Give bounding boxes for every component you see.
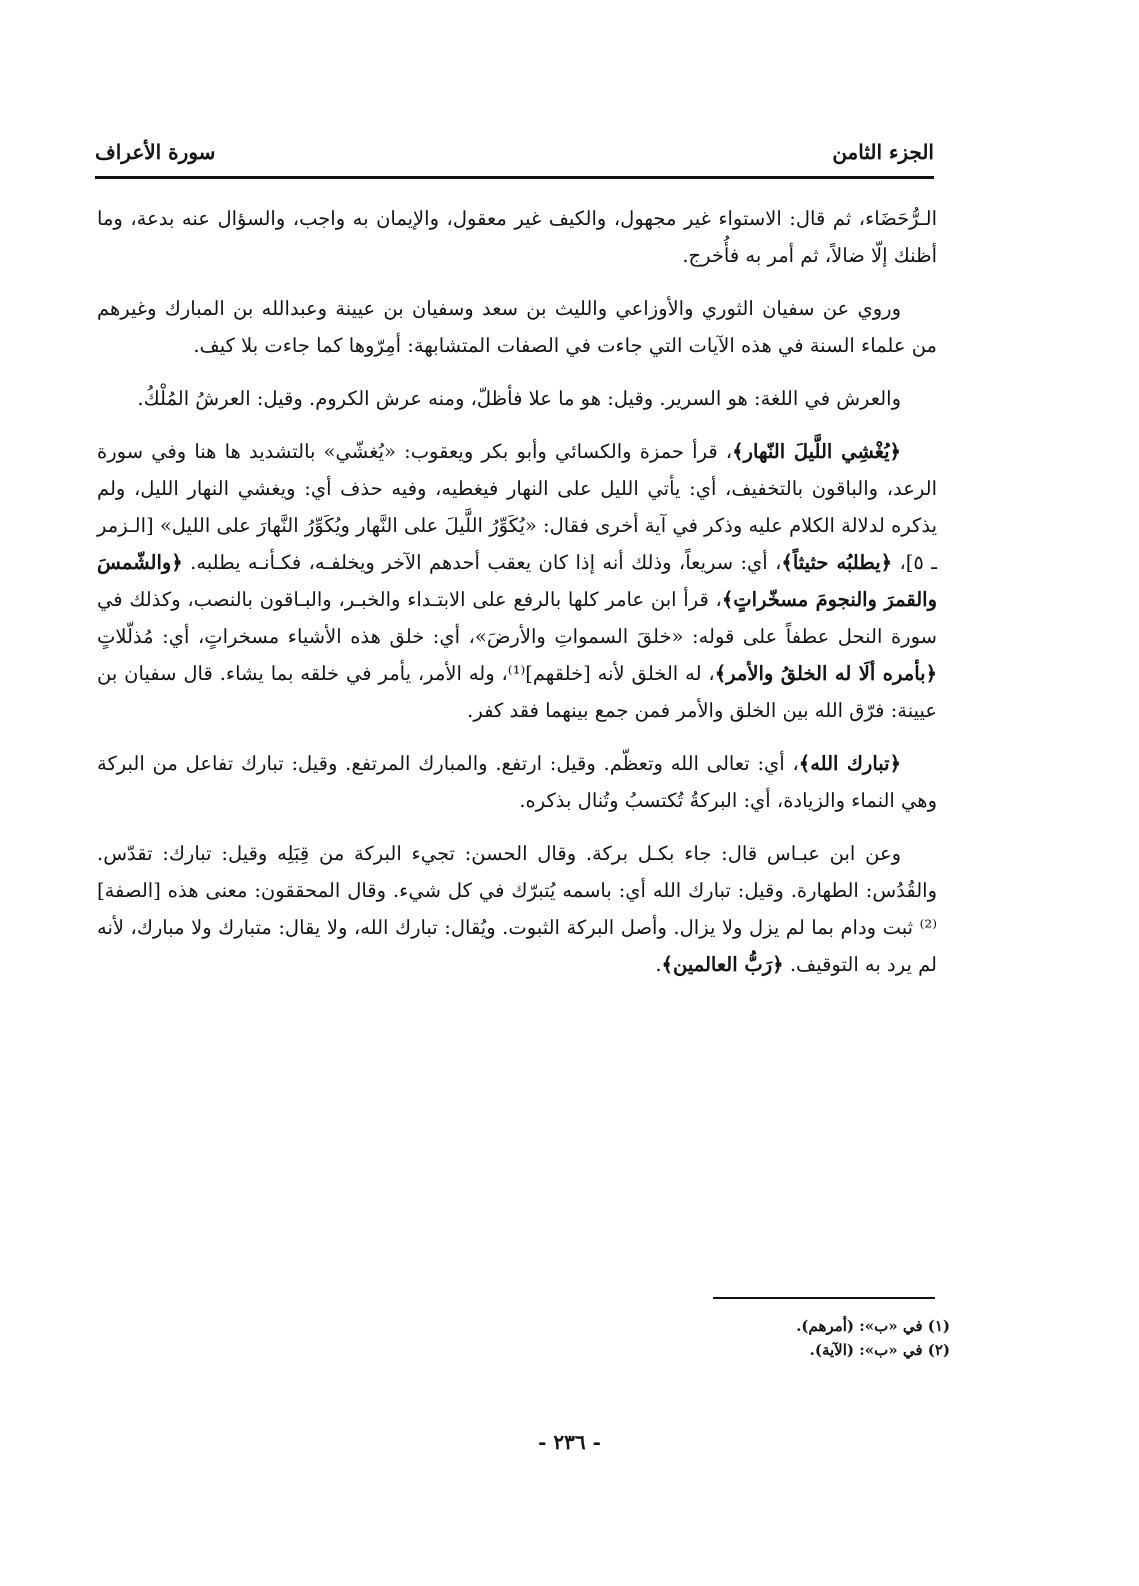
paragraph bbox=[97, 745, 937, 819]
quran-quote: ﴿تبارك الله﴾ bbox=[798, 752, 901, 775]
paragraph bbox=[97, 433, 937, 729]
surah-title: سورة الأعراف bbox=[95, 140, 216, 164]
paragraph-text: الـرُّحَضَاء، ثم قال: الاستواء غير مجهول، والكيف غير معقول، والإيمان به واجب، والسؤال عنه بدعة، وما أظنك إلّا ضالاً، ثم أمر به فأُخرج. bbox=[97, 207, 937, 267]
paragraph-text: . bbox=[655, 953, 662, 976]
paragraph bbox=[97, 380, 937, 417]
main-text bbox=[97, 200, 937, 999]
paragraph-text: ، أي: تعالى الله وتعظّم. وقيل: ارتفع. والمبارك المرتفع. وقيل: تبارك تفاعل من البركة وهي النماء والزيادة، أي: البركةُ تُكتسبُ وتُنال بذكره. bbox=[97, 752, 937, 812]
paragraph bbox=[97, 835, 937, 983]
footnote-2: (٢) في «ب»: (الآية). bbox=[809, 1341, 950, 1359]
header-divider bbox=[95, 176, 934, 179]
paragraph-text: وروي عن سفيان الثوري والأوزاعي والليث بن سعد وسفيان بن عيينة وعبدالله بن المبارك وغيرهم من علماء السنة في هذه الآيات التي جاءت في الصفات المتشابهة: أمِرّوها كما جاءت بلا كيف. bbox=[97, 297, 937, 357]
paragraph-text: ، له الخلق لأنه [خلقهم]⁽¹⁾، وله الأمر، يأمر في خلقه بما يشاء. قال سفيان بن عيينة: فرّق الله بين الخلق والأمر فمن جمع بينهما فقد كفر. bbox=[97, 662, 937, 722]
paragraph bbox=[97, 290, 937, 364]
footnotes bbox=[480, 1314, 950, 1362]
quran-quote: ﴿يُغْشِي اللَّيلَ النّهار﴾ bbox=[732, 440, 901, 463]
running-header bbox=[95, 132, 934, 172]
quran-quote: ﴿بأمره ألَا له الخلقُ والأمر﴾ bbox=[714, 662, 937, 685]
paragraph-text: والعرش في اللغة: هو السرير. وقيل: هو ما علا فأظلّ، ومنه عرش الكروم. وقيل: العرشُ المُلْكُ. bbox=[137, 387, 901, 410]
paragraph-text: وعن ابن عبـاس قال: جاء بكـل بركة. وقال الحسن: تجيء البركة من قِبَلِه وقيل: تبارك: تقدّس. والقُدُس: الطهارة. وقيل: تبارك الله أي: باسمه يُتبرّك في كل شيء. وقال المحققون: معنى هذه [الصفة]⁽²⁾ ثبت ودام بما لم يزل ولا يزال. وأصل البركة الثبوت. ويُقال: تبارك الله، ولا يقال: متبارك ولا مبارك، لأنه لم يرد به التوقيف. bbox=[97, 842, 937, 976]
quran-quote: ﴿يطلبُه حثيثاً﴾ bbox=[781, 551, 893, 574]
footnote-divider bbox=[713, 1297, 935, 1299]
paragraph-text: ، أي: سريعاً، وذلك أنه إذا كان يعقب أحدهم الآخر ويخلفـه، فكـأنـه يطلبه. bbox=[182, 551, 782, 574]
page-number: - ٢٣٦ - bbox=[538, 1430, 601, 1454]
paragraph-text: ، قرأ ابن عامر كلها بالرفع على الابتـداء والخبـر، والبـاقون بالنصب، وكذلك في سورة النحل عطفاً على قوله: «خلقَ السمواتِ والأرضَ»، أي: خلق هذه الأشياء مسخراتٍ، أي: مُذلّلاتٍ bbox=[97, 588, 937, 648]
part-title: الجزء الثامن bbox=[832, 140, 934, 164]
footnote-1: (١) في «ب»: (أمرهم). bbox=[796, 1317, 950, 1335]
paragraph bbox=[97, 200, 937, 274]
quran-quote: ﴿والشّمسَ والقمرَ والنجومَ مسخّراتٍ﴾ bbox=[97, 551, 937, 611]
paragraph-text: ، قرأ حمزة والكسائي وأبو بكر ويعقوب: «يُغشّي» بالتشديد ها هنا وفي سورة الرعد، والباقون بالتخفيف، أي: يأتي الليل على النهار فيغطيه، وفيه حذف أي: ويغشي النهار الليل، ولم يذكره لدلالة الكلام عليه وذكر في آية أخرى فقال: «يُكَوِّرُ اللَّيلَ على النَّهار ويُكَوِّرُ النَّهارَ على الليل» [الـزمر ـ ٥]، bbox=[97, 440, 937, 574]
quran-quote: ﴿رَبُّ العالمين﴾ bbox=[661, 953, 784, 976]
